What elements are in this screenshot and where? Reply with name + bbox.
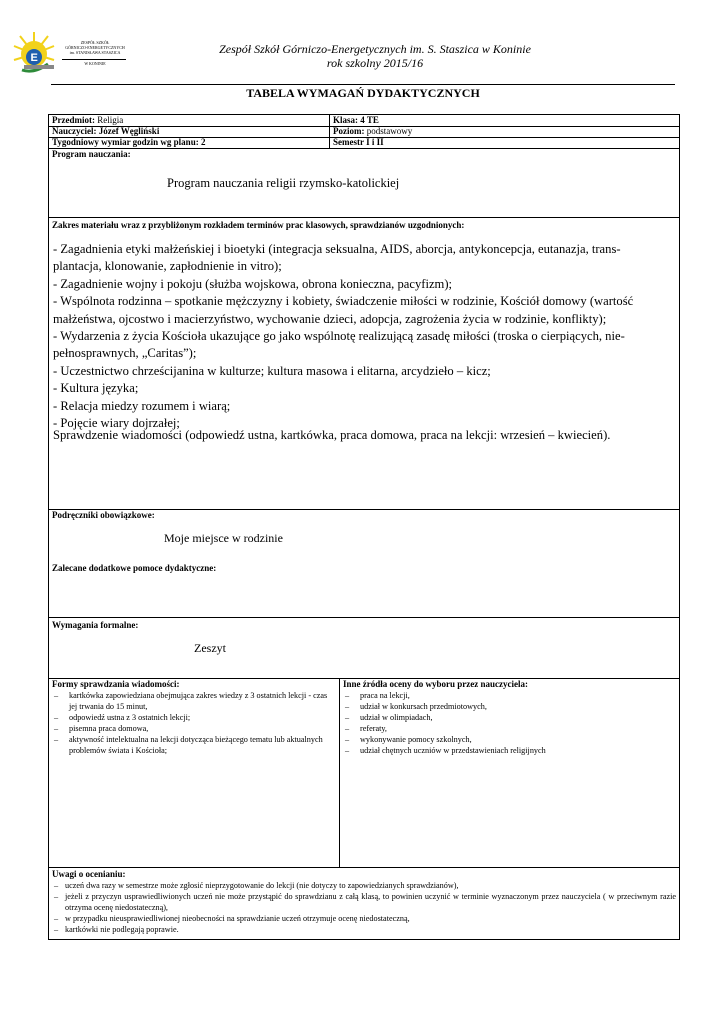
textbooks-label: [52, 510, 155, 521]
topic-line: pełnosprawnych, „Caritas”);: [53, 346, 197, 361]
subject-cell: [52, 115, 123, 126]
list-item: – udział w olimpiadach,: [343, 712, 677, 723]
hours-label: Tygodniowy wymiar godzin wg planu:: [52, 137, 199, 147]
program-label-text: Program nauczania:: [52, 149, 131, 159]
logo-text: [64, 40, 126, 55]
list-item: – kartkówka zapowiedziana obejmująca zakres wiedzy z 3 ostatnich lekcji - czas jej trwania do 15 minut,: [52, 690, 334, 712]
notes-section: [52, 869, 676, 935]
logo-line-1: ZESPÓŁ SZKÓŁ: [80, 40, 110, 45]
semester-value: Semestr I i II: [333, 137, 384, 147]
list-item: – pisemna praca domowa,: [52, 723, 334, 734]
forms-section: [52, 679, 334, 756]
logo-line-4: W KONINIE: [84, 61, 106, 66]
list-item: – referaty,: [343, 723, 677, 734]
topic-line: - Wspólnota rodzinna – spotkanie mężczyzny i kobiety, świadczenie miłości w rodzinie, Kościół domowy (wartość: [53, 294, 634, 309]
formal-label: [52, 620, 138, 631]
list-item: – udział w konkursach przedmiotowych,: [343, 701, 677, 712]
scope-label-text: Zakres materiału wraz z przybliżonym rozkładem terminów prac klasowych, sprawdzianów uzgodnionych:: [52, 220, 465, 230]
scope-topics: [53, 241, 677, 432]
formal-value: Zeszyt: [194, 641, 226, 655]
list-item: – jeżeli z przyczyn usprawiedliwionych uczeń nie może przystąpić do sprawdzianu z całą klasą, to powinien uczynić w terminie wyznaczonym przez nauczyciela ( w przeciwnym razie otrzyma ocenę niedostateczną),: [52, 891, 676, 913]
logo-divider: [62, 59, 126, 60]
topic-line: - Kultura języka;: [53, 381, 139, 396]
list-item: – praca na lekcji,: [343, 690, 677, 701]
row-divider: [49, 867, 679, 868]
hours-value: 2: [200, 137, 206, 147]
list-item: – udział chętnych uczniów w przedstawieniach religijnych: [343, 745, 677, 756]
other-sources-section: [343, 679, 677, 756]
textbooks-label-text: Podręczniki obowiązkowe:: [52, 510, 155, 520]
logo-line-3: im. STANISŁAWA STASZICA: [69, 50, 121, 55]
list-item: – w przypadku nieusprawiedliwionej nieobecności na sprawdzianie uczeń otrzymuje ocenę niedostateczną,: [52, 913, 676, 924]
extra-aids-label: [52, 563, 216, 574]
extra-aids-label-text: Zalecane dodatkowe pomoce dydaktyczne:: [52, 563, 217, 573]
list-item: – uczeń dwa razy w semestrze może zgłosić nieprzygotowanie do lekcji (nie dotyczy to zapowiedzianych sprawdzianów),: [52, 880, 676, 891]
teacher-value: Józef Węgliński: [98, 126, 160, 136]
forms-list: [52, 690, 334, 756]
school-name: Zespół Szkół Górniczo-Energetycznych im. S. Staszica w Koninie: [219, 42, 531, 56]
class-label: Klasa:: [333, 115, 359, 125]
level-cell: [333, 126, 412, 137]
header-divider: [51, 84, 675, 85]
formal-label-text: Wymagania formalne:: [52, 620, 139, 630]
list-item: – odpowiedź ustna z 3 ostatnich lekcji;: [52, 712, 334, 723]
page-header: [140, 42, 610, 70]
topic-line: małżeństwa, ojcostwo i macierzyństwo, wychowanie dzieci, adopcja, zagrożenia życia w rodzinie, konflikty);: [53, 311, 607, 326]
teacher-label: Nauczyciel:: [52, 126, 97, 136]
svg-text:E: E: [30, 52, 38, 64]
other-sources-label: Inne źródła oceny do wyboru przez nauczyciela:: [343, 679, 528, 689]
list-item: – aktywność intelektualna na lekcji dotycząca bieżącego tematu lub aktualnych problemów świata i Kościoła;: [52, 734, 334, 756]
column-divider: [339, 678, 340, 867]
row-divider: [49, 148, 679, 149]
scope-label: [52, 220, 464, 231]
topic-line: - Uczestnictwo chrześcijanina w kulturze; kultura masowa i elitarna, arcydzieło – kicz;: [53, 363, 491, 378]
school-logo: [12, 30, 125, 78]
textbooks-value: Moje miejsce w rodzinie: [164, 531, 283, 545]
subject-label: Przedmiot:: [52, 115, 95, 125]
level-label: Poziom:: [333, 126, 365, 136]
topic-line: - Zagadnienia etyki małżeńskiej i bioetyki (integracja seksualna, AIDS, aborcja, antykoncepcja, eutanazja, trans-: [53, 242, 621, 256]
semester-cell: [333, 137, 384, 148]
notes-list: [52, 880, 676, 935]
scope-check: Sprawdzenie wiadomości (odpowiedź ustna, kartkówka, praca domowa, praca na lekcji: wrzesień – kwiecień).: [53, 428, 611, 442]
school-year: rok szkolny 2015/16: [326, 56, 424, 70]
program-value: Program nauczania religii rzymsko-katolickiej: [167, 176, 400, 190]
topic-line: - Pojęcie wiary dojrzałej;: [53, 416, 180, 431]
forms-label: Formy sprawdzania wiadomości:: [52, 679, 180, 689]
list-item: – kartkówki nie podlegają poprawie.: [52, 924, 676, 935]
logo-line-2: GÓRNICZO-ENERGETYCZNYCH: [65, 45, 125, 50]
page-title: TABELA WYMAGAŃ DYDAKTYCZNYCH: [246, 86, 480, 100]
teacher-cell: [52, 126, 159, 137]
class-value: 4 TE: [360, 115, 379, 125]
other-sources-list: [343, 690, 677, 756]
column-divider: [329, 115, 330, 148]
row-divider: [49, 217, 679, 218]
program-label: [52, 149, 131, 160]
logo-emblem-icon: [12, 30, 68, 78]
topic-line: - Wydarzenia z życia Kościoła ukazujące go jako wspólnotę realizującą zasadę miłości (troska o cierpiących, nie-: [53, 329, 625, 344]
topic-line: plantacja, klonowanie, zapłodnienie in vitro);: [53, 259, 282, 274]
requirements-table: [48, 114, 680, 940]
row-divider: [49, 617, 679, 618]
topic-line: - Relacja miedzy rozumem i wiarą;: [53, 398, 231, 413]
level-value: podstawowy: [366, 126, 413, 136]
topic-line: - Zagadnienie wojny i pokoju (służba wojskowa, obrona konieczna, pacyfizm);: [53, 276, 453, 291]
logo-city: [64, 61, 126, 66]
subject-value: Religia: [97, 115, 124, 125]
class-cell: [333, 115, 379, 126]
list-item: – wykonywanie pomocy szkolnych,: [343, 734, 677, 745]
notes-label: Uwagi o ocenianiu:: [52, 869, 126, 879]
hours-cell: [52, 137, 205, 148]
